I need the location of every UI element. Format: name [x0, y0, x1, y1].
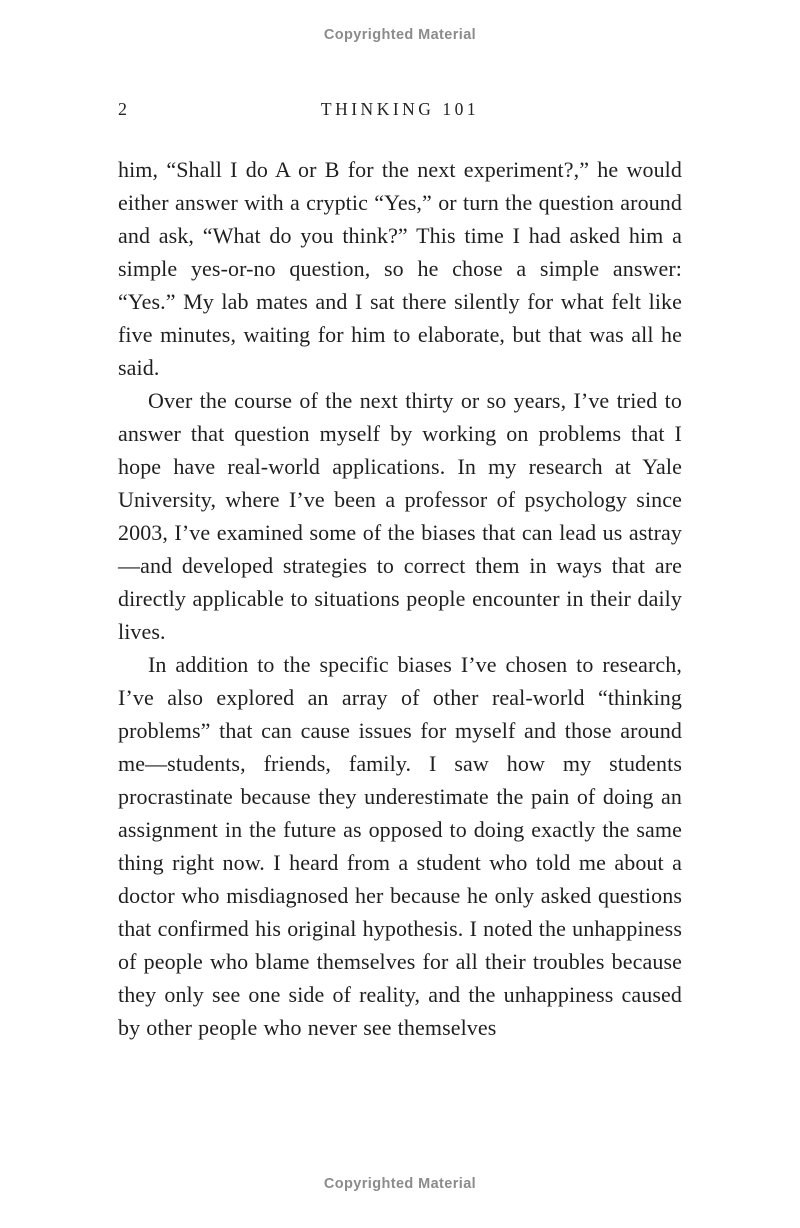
copyright-notice-top: Copyrighted Material — [323, 27, 477, 43]
body-paragraph: Over the course of the next thirty or so years, I’ve tried to answer that question myself by working on problems that I hope have real-world applications. In my research at Yale University, where I’ve been a professor of psychology since 2003, I’ve examined some of the biases that can lead us astray—and developed strategies to correct them in ways that are directly applicable to situations people encounter in their daily lives. — [118, 388, 682, 644]
copyright-notice-bottom: Copyrighted Material — [323, 1176, 477, 1192]
page-number: 2 — [118, 99, 127, 119]
body-text-block — [118, 153, 682, 1044]
body-paragraph: In addition to the specific biases I’ve chosen to research, I’ve also explored an array of other real-world “thinking problems” that can cause issues for myself and those around me—students, friends, family. I saw how my students procrastinate because they underestimate the pain of doing an assignment in the future as opposed to doing exactly the same thing right now. I heard from a student who told me about a doctor who misdiagnosed her because he only asked questions that confirmed his original hypothesis. I noted the unhappiness of people who blame themselves for all their troubles because they only see one side of reality, and the unhappiness caused by other people who never see themselves — [118, 652, 682, 1040]
running-title: THINKING 101 — [320, 99, 480, 119]
body-paragraph: him, “Shall I do A or B for the next experiment?,” he would either answer with a cryptic “Yes,” or turn the question around and ask, “What do you think?” This time I had asked him a simple yes-or-no question, so he chose a simple answer: “Yes.” My lab mates and I sat there silently for what felt like five minutes, waiting for him to elaborate, but that was all he said. — [118, 157, 682, 380]
page-header — [118, 99, 682, 123]
